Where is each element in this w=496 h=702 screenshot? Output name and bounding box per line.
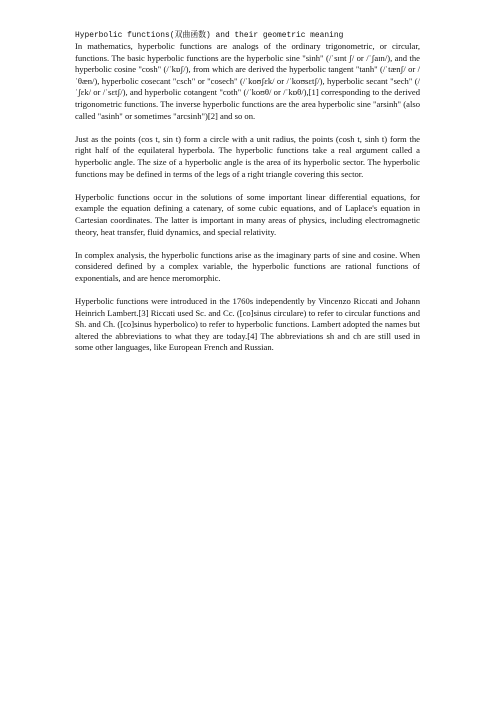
document-page [75, 30, 420, 366]
paragraph-definitions: In mathematics, hyperbolic functions are analogs of the ordinary trigonometric, or circular, functions. The basic hyperbolic functions are the hyperbolic sine "sinh" (/ˈsɪnt ʃ/ or /ˈʃaɪn/), and the hyperbolic cosine "cosh" (/ˈkɒʃ/), from which are derived the hyperbolic tangent "tanh" (/ˈtænʃ/ or /ˈθæn/), hyperbolic cosecant "csch" or "cosech" (/ˈkoʊʃɛk/ or /ˈkoʊsɛtʃ/), hyperbolic secant "sech" (/ˈʃɛk/ or /ˈsɛtʃ/), and hyperbolic cotangent "coth" (/ˈkoʊθ/ or /ˈkɒθ/),[1] corresponding to the derived trigonometric functions. The inverse hyperbolic functions are the area hyperbolic sine "arsinh" (also called "asinh" or sometimes "arcsinh")[2] and so on. [75, 41, 420, 121]
paragraph-geometric-meaning: Just as the points (cos t, sin t) form a circle with a unit radius, the points (cosh t, sinh t) form the right half of the equilateral hyperbola. The hyperbolic functions take a real argument called a hyperbolic angle. The size of a hyperbolic angle is the area of its hyperbolic sector. The hyperbolic functions may be defined in terms of the legs of a right triangle covering this sector. [75, 133, 420, 179]
paragraph-history: Hyperbolic functions were introduced in the 1760s independently by Vincenzo Riccati and Johann Heinrich Lambert.[3] Riccati used Sc. and Cc. ([co]sinus circulare) to refer to circular functions and Sh. and Ch. ([co]sinus hyperbolico) to refer to hyperbolic functions. Lambert adopted the names but altered the abbreviations to what they are today.[4] The abbreviations sh and ch are still used in some other languages, like European French and Russian. [75, 296, 420, 353]
paragraph-complex-analysis: In complex analysis, the hyperbolic functions arise as the imaginary parts of sine and cosine. When considered defined by a complex variable, the hyperbolic functions are rational functions of exponentials, and are hence meromorphic. [75, 249, 420, 283]
paragraph-applications: Hyperbolic functions occur in the solutions of some important linear differential equations, for example the equation defining a catenary, of some cubic equations, and of Laplace's equation in Cartesian coordinates. The latter is important in many areas of physics, including electromagnetic theory, heat transfer, fluid dynamics, and special relativity. [75, 191, 420, 237]
document-title: Hyperbolic functions(双曲函数) and their geometric meaning [75, 31, 344, 40]
